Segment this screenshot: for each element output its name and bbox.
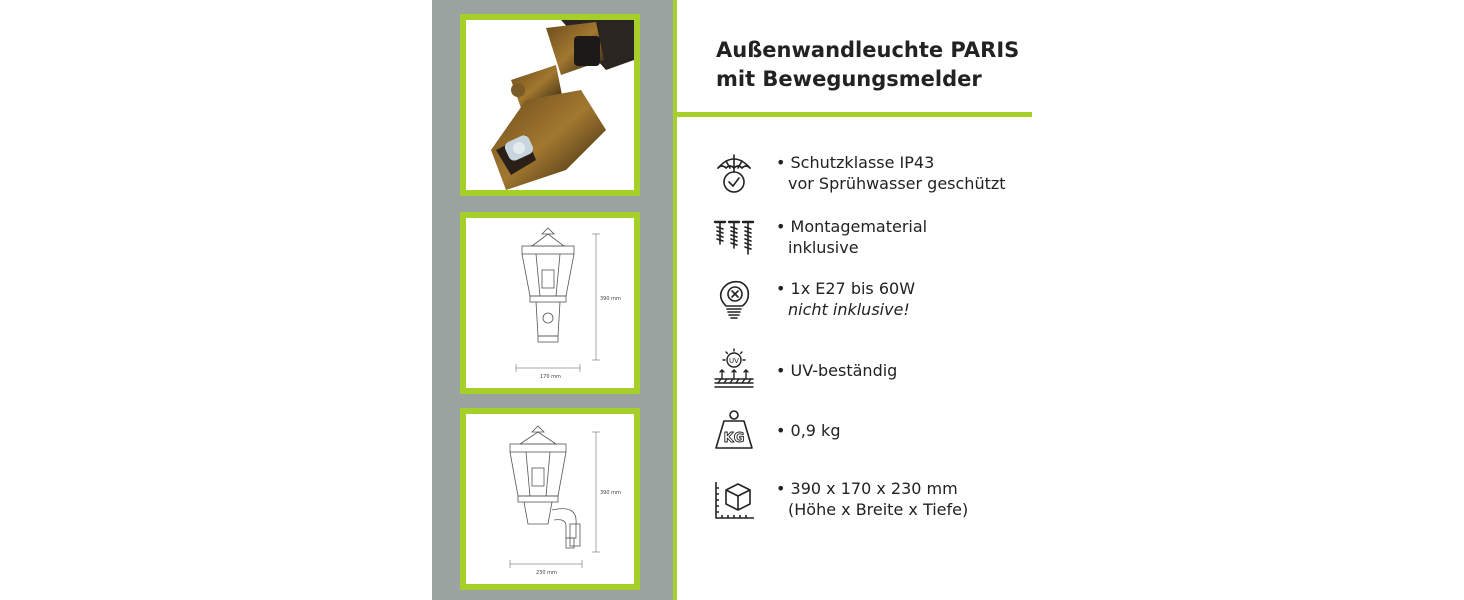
product-title [716, 36, 1036, 94]
svg-text:KG: KG [723, 431, 745, 446]
feature-bulb-title: • 1x E27 bis 60W [776, 279, 916, 298]
dimensions-box-icon [712, 478, 756, 522]
feature-ip-rating-detail: vor Sprühwasser geschützt [788, 174, 1006, 193]
umbrella-check-icon [712, 152, 756, 196]
feature-uv [712, 348, 1032, 404]
lamp-closeup-photo [466, 20, 634, 190]
accent-divider-horizontal [677, 112, 1032, 117]
thumbnail-front-drawing[interactable] [460, 212, 640, 394]
svg-text:230 mm: 230 mm [536, 570, 557, 576]
accent-divider-vertical [673, 0, 677, 600]
weight-kg-icon [712, 408, 756, 452]
feature-bulb [712, 278, 1032, 334]
feature-mounting [712, 216, 1032, 272]
uv-icon [712, 348, 756, 392]
screws-icon [712, 216, 756, 260]
feature-mounting-detail: inklusive [788, 238, 859, 257]
feature-bulb-detail: nicht inklusive! [788, 300, 910, 319]
product-title-line2: mit Bewegungsmelder [716, 67, 982, 91]
feature-uv-title: • UV-beständig [776, 361, 898, 380]
thumbnail-side-drawing[interactable] [460, 408, 640, 590]
feature-dimensions-title: • 390 x 170 x 230 mm [776, 479, 958, 498]
feature-dimensions-detail: (Höhe x Breite x Tiefe) [788, 500, 969, 519]
product-title-line1: Außenwandleuchte PARIS [716, 38, 1020, 62]
svg-text:170 mm: 170 mm [540, 374, 561, 380]
lamp-side-drawing [466, 414, 634, 584]
svg-text:390 mm: 390 mm [600, 296, 621, 302]
thumbnail-closeup[interactable] [460, 14, 640, 196]
feature-ip-rating [712, 152, 1032, 208]
feature-ip-rating-title: • Schutzklasse IP43 [776, 153, 935, 172]
feature-weight [712, 408, 1032, 464]
svg-text:390 mm: 390 mm [600, 490, 621, 496]
bulb-icon [712, 278, 756, 322]
feature-mounting-title: • Montagematerial [776, 217, 928, 236]
feature-dimensions [712, 478, 1032, 534]
feature-weight-title: • 0,9 kg [776, 421, 841, 440]
lamp-front-drawing [466, 218, 634, 388]
svg-text:UV: UV [729, 357, 739, 365]
